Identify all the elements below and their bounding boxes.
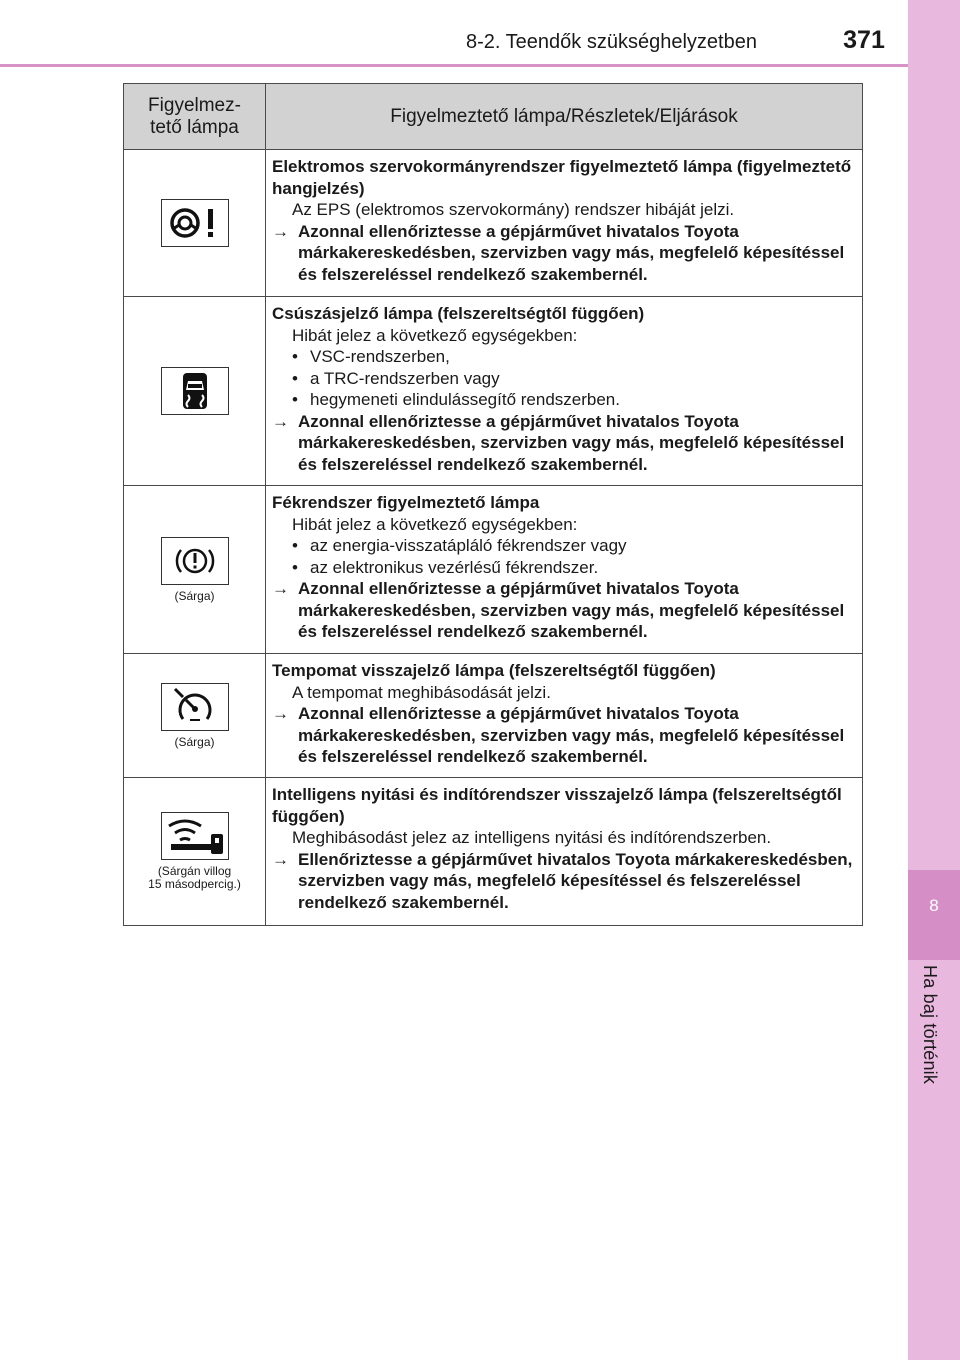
bullet-text: az energia-visszatápláló fékrendszer vagy — [310, 536, 627, 555]
bullet-text: az elektronikus vezérlésű fékrendszer. — [310, 557, 599, 577]
table-row — [124, 486, 862, 654]
action-line — [272, 578, 856, 643]
side-tab-strip — [908, 0, 960, 1360]
action-text: Ellenőriztesse a gépjárművet hivatalos Toyota márkakereskedésben, szervizben vagy más, megfelelő képesítéssel és felszereléssel rendelkező szakembernél. — [298, 849, 853, 912]
table-row — [124, 297, 862, 486]
action-line — [272, 849, 856, 914]
table-row — [124, 150, 862, 297]
table-header — [124, 84, 862, 150]
action-text: Azonnal ellenőriztesse a gépjárművet hivatalos Toyota márkakereskedésben, szervizben vagy más, megfelelő képesítéssel és felszereléssel rendelkező szakembernél. — [298, 704, 845, 766]
action-line — [272, 411, 856, 476]
action-line — [272, 703, 856, 768]
bullet-icon: • — [292, 390, 298, 409]
light-title: Elektromos szervokormányrendszer figyelmeztető lámpa (figyelmeztető hangjelzés) — [272, 157, 852, 198]
bullet-icon: • — [292, 368, 298, 388]
slip-indicator-icon — [161, 367, 229, 415]
header-divider — [0, 64, 908, 67]
action-text: Azonnal ellenőriztesse a gépjárművet hivatalos Toyota márkakereskedésben, szervizben vagy más, megfelelő képesítéssel és felszereléssel rendelkező szakembernél. — [298, 411, 845, 474]
list-item — [272, 557, 856, 579]
action-text: Azonnal ellenőriztesse a gépjárművet hivatalos Toyota márkakereskedésben, szervizben vagy más, megfelelő képesítéssel és felszereléssel rendelkező szakembernél. — [298, 579, 845, 641]
icon-caption: (Sárgán villog 15 másodpercig.) — [148, 864, 241, 891]
desc-cell — [266, 778, 862, 925]
chapter-tab[interactable]: 8 — [908, 870, 960, 960]
page-number: 371 — [843, 26, 885, 54]
arrow-icon: → — [272, 579, 289, 598]
table-row — [124, 778, 862, 925]
icon-cell — [124, 150, 266, 296]
light-title: Intelligens nyitási és indítórendszer visszajelző lámpa (felszereltségtől függően) — [272, 785, 842, 826]
desc-cell — [266, 150, 862, 296]
light-description: Hibát jelez a következő egységekben: — [292, 325, 578, 345]
action-text: Azonnal ellenőriztesse a gépjárművet hivatalos Toyota márkakereskedésben, szervizben vagy más, megfelelő képesítéssel és felszereléssel rendelkező szakembernél. — [298, 221, 845, 284]
desc-cell — [266, 654, 862, 777]
list-item — [272, 535, 856, 557]
light-title: Fékrendszer figyelmeztető lámpa — [272, 493, 540, 512]
arrow-icon: → — [272, 849, 289, 869]
header-desc-column: Figyelmeztető lámpa/Részletek/Eljárások — [390, 105, 738, 127]
icon-cell — [124, 297, 266, 485]
steering-warning-icon — [161, 199, 229, 247]
action-line — [272, 221, 856, 286]
light-title: Csúszásjelző lámpa (felszereltségtől függően) — [272, 304, 645, 323]
list-item — [272, 389, 856, 411]
list-item — [272, 368, 856, 390]
desc-cell — [266, 486, 862, 653]
light-description: Az EPS (elektromos szervokormány) rendszer hibáját jelzi. — [292, 200, 735, 219]
light-description: A tempomat meghibásodását jelzi. — [292, 682, 551, 702]
icon-caption: (Sárga) — [174, 588, 215, 603]
icon-cell — [124, 486, 266, 653]
arrow-icon: → — [272, 411, 289, 431]
bullet-icon: • — [292, 347, 298, 366]
light-description: Hibát jelez a következő egységekben: — [292, 514, 578, 534]
bullet-text: a TRC-rendszerben vagy — [310, 368, 500, 388]
light-description: Meghibásodást jelez az intelligens nyitási és indítórendszerben. — [292, 828, 772, 847]
desc-cell — [266, 297, 862, 485]
section-title: 8-2. Teendők szükséghelyzetben — [466, 31, 757, 53]
arrow-icon: → — [272, 704, 289, 723]
icon-cell — [124, 778, 266, 925]
chapter-label: Ha baj történik — [920, 965, 940, 1085]
brake-warning-icon — [161, 537, 229, 585]
cruise-control-icon — [161, 683, 229, 731]
bullet-text: hegymeneti elindulássegítő rendszerben. — [310, 390, 620, 409]
arrow-icon: → — [272, 221, 289, 241]
table-row — [124, 654, 862, 778]
warning-light-table — [123, 83, 863, 926]
light-title: Tempomat visszajelző lámpa (felszereltségtől függően) — [272, 661, 716, 680]
bullet-icon: • — [292, 536, 298, 555]
icon-cell — [124, 654, 266, 777]
smart-key-icon — [161, 812, 229, 860]
bullet-text: VSC-rendszerben, — [310, 347, 450, 366]
list-item — [272, 346, 856, 368]
bullet-icon: • — [292, 557, 298, 577]
icon-caption: (Sárga) — [174, 734, 215, 749]
header-icon-column: Figyelmez- tető lámpa — [124, 84, 266, 149]
